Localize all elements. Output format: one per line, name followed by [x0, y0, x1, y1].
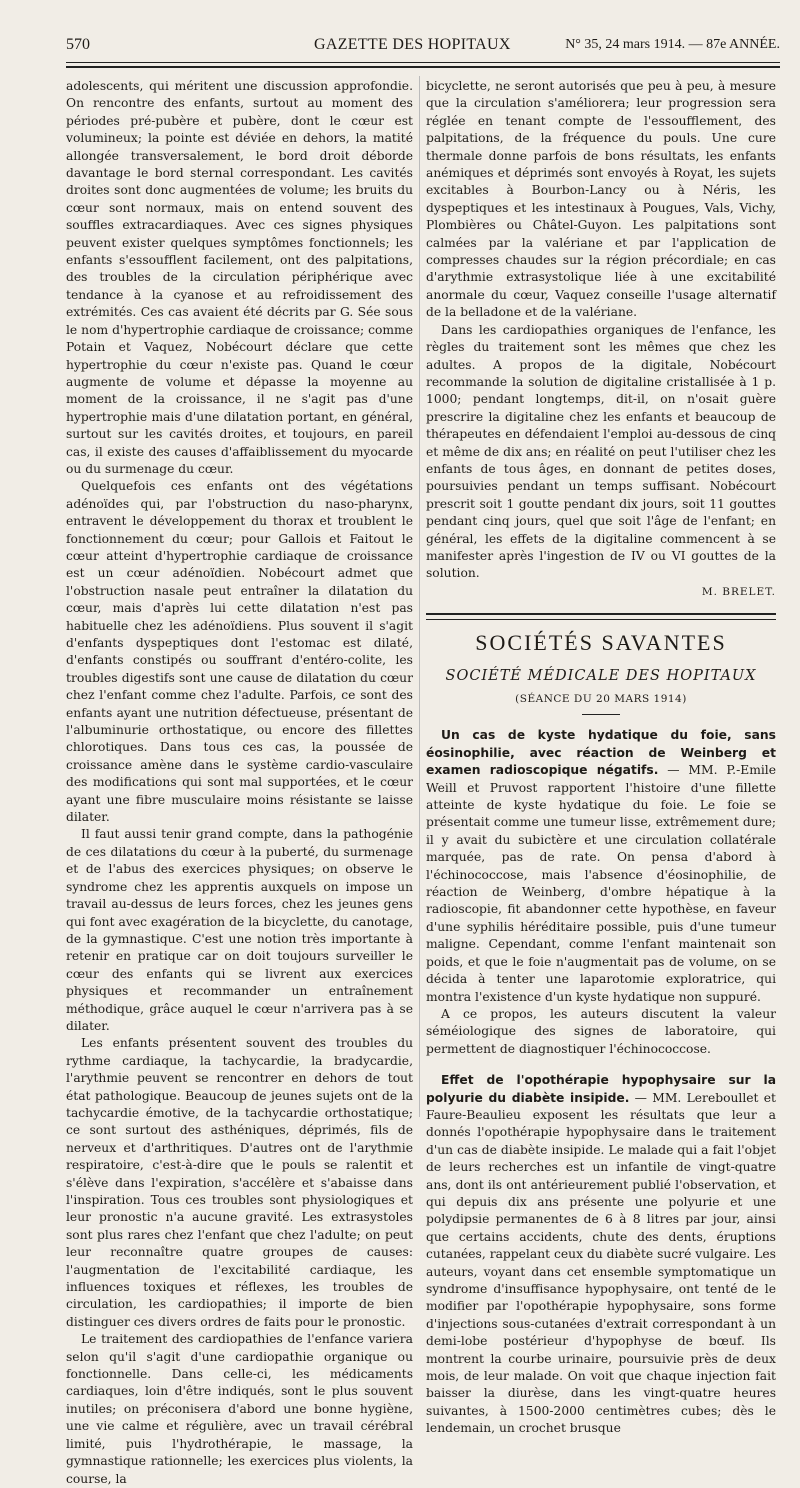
- article-title: Effet de l'opothérapie hypophysaire sur la polyurie du diabète insipide.: [426, 1073, 776, 1105]
- journal-title: GAZETTE DES HOPITAUX: [314, 36, 511, 53]
- short-rule: [582, 714, 620, 715]
- right-column: [426, 78, 776, 1438]
- author-signature: M. BRELET.: [701, 585, 776, 598]
- left-column: [66, 78, 413, 1488]
- paragraph: adolescents, qui méritent une discussion approfondie. On rencontre des enfants, surtout au moment des périodes pré-pubère et pubère, dont le cœur est volumineux; la pointe est déviée en dehors, la matité allongée transversalement, le bord droit déborde davantage le bord sternal correspondant. Les cavités droites sont donc augmentées de volume; les bruits du cœur sont normaux, mais on entend souvent des souffles extracardiaques. Avec ces signes physiques peuvent exister quelques symptômes fonctionnels; les enfants s'essoufflent facilement, ont des palpitations, des troubles de la circulation périphérique avec tendance à la cyanose et au refroidissement des extrémités. Ces cas avaient été décrits par G. Sée sous le nom d'hypertrophie cardiaque de croissance; comme Potain et Vaquez, Nobécourt déclare que cette hypertrophie du cœur n'existe pas. Quand le cœur augmente de volume et dépasse la moyenne au moment de la croissance, il ne s'agit pas d'une hypertrophie mais d'une dilatation portant, en général, surtout sur les cavités droites, et toujours, en pareil cas, il existe des causes d'affaiblissement du myocarde ou du surmenage du cœur.: [66, 79, 413, 476]
- paragraph: Les enfants présentent souvent des troubles du rythme cardiaque, la tachycardie, la bradycardie, l'arythmie peuvent se rencontrer en dehors de tout état pathologique. Beaucoup de jeunes sujets ont de la tachycardie émotive, de la tachycardie orthostatique; ce sont surtout des asthéniques, déprimés, fils de nerveux et d'arthritiques. D'autres ont de l'arythmie respiratoire, c'est-à-dire que le pouls se ralentit et s'élève dans l'expiration, s'accélère et s'abaisse dans l'inspiration. Tous ces troubles sont physiologiques et leur pronostic n'a aucune gravité. Les extrasystoles sont plus rares chez l'enfant que chez l'adulte; on peut leur reconnaître quatre groupes de causes: l'augmentation de l'excitabilité cardiaque, les influences toxiques et réflexes, les troubles de circulation, les cardiopathies; il importe de bien distinguer ces divers ordres de faits pour le pronostic.: [66, 1036, 413, 1329]
- issue-info: N° 35, 24 mars 1914. — 87e ANNÉE.: [565, 37, 780, 52]
- page-number: 570: [66, 36, 90, 53]
- header-rule: [66, 62, 780, 63]
- article-body: — MM. Lereboullet et Faure-Beaulieu exposent les résultats que leur a donnés l'opothérapie hypophysaire dans le traitement d'un cas de diabète insipide. Le malade qui a fait l'objet de leurs recherches est un infantile de vingt-quatre ans, dont ils ont antérieurement publié l'observation, et qui depuis dix ans présente une polyurie et une polydipsie permanentes de 6 à 8 litres par jour, ainsi que certains accidents, chute des dents, éruptions cutanées, rappelant ceux du diabète sucré vulgaire. Les auteurs, voyant dans cet ensemble symptomatique un syndrome d'insuffisance hypophysaire, ont tenté de le modifier par l'opothérapie hypophysaire, sons forme d'injections sous-cutanées d'extrait correspondant à un demi-lobe postérieur d'hypophyse de bœuf. Ils montrent la courbe urinaire, poursuivie près de deux mois, de leur malade. On voit que chaque injection fait baisser la diurèse, dans les vingt-quatre heures suivantes, à 1500-2000 centimètres cubes; dès le lendemain, un crochet brusque: [426, 1090, 776, 1436]
- section-separator: [426, 613, 776, 620]
- paragraph: bicyclette, ne seront autorisés que peu à peu, à mesure que la circulation s'améliorera; leur progression sera réglée en tenant compte de l'essoufflement, des palpitations, de la fréquence du pouls. Une cure thermale donne parfois de bons résultats, les enfants anémiques et déprimés sont envoyés à Royat, les sujets excitables à Bourbon-Lancy ou à Néris, les dyspeptiques et les intestinaux à Pougues, Vals, Vichy, Plombières ou Châtel-Guyon. Les palpitations sont calmées par la valériane et par l'application de compresses chaudes sur la région précordiale; en cas d'arythmie extrasystolique liée à une excitabilité anormale du cœur, Vaquez conseille l'usage alternatif de la belladone et de la valériane.: [426, 79, 776, 320]
- article-kyste: [426, 727, 776, 1006]
- section-title: SOCIÉTÉS SAVANTES: [475, 630, 727, 656]
- session-date: (SÉANCE DU 20 MARS 1914): [515, 693, 687, 705]
- paragraph: Quelquefois ces enfants ont des végétations adénoïdes qui, par l'obstruction du naso-pharynx, entravent le développement du thorax et troublent le fonctionnement du cœur; pour Gallois et Faitout le cœur atteint d'hypertrophie cardiaque de croissance est un cœur adénoïdien. Nobécourt admet que l'obstruction nasale peut entraîner la dilatation du cœur, mais d'après lui cette dilatation n'est pas habituelle chez les adénoïdiens. Plus souvent il s'agit d'enfants dyspeptiques dont l'estomac est dilaté, d'enfants constipés ou souffrant d'entéro-colite, les troubles digestifs sont une cause de dilatation du cœur chez l'enfant comme chez l'adulte. Parfois, ce sont des enfants ayant une nutrition défectueuse, présentant de l'albuminurie orthostatique, ou encore des fillettes chlorotiques. Dans tous ces cas, la poussée de croissance amène dans le système cardio-vasculaire des modifications qui sont mal supportées, et le cœur ayant une fibre musculaire moins résistante se laisse dilater.: [66, 479, 413, 825]
- page-header: [66, 36, 780, 58]
- column-divider: [419, 76, 420, 1117]
- society-title: SOCIÉTÉ MÉDICALE DES HOPITAUX: [445, 667, 757, 684]
- article-title: Un cas de kyste hydatique du foie, sans éosinophilie, avec réaction de Weinberg et examen radioscopique négatifs.: [426, 728, 776, 778]
- paragraph: A ce propos, les auteurs discutent la valeur séméiologique des signes de laboratoire, qui permettent de diagnostiquer l'échinococcose.: [426, 1006, 776, 1056]
- paragraph: Dans les cardiopathies organiques de l'enfance, les règles du traitement sont les mêmes que chez les adultes. A propos de la digitale, Nobécourt recommande la solution de digitaline cristallisée à 1 p. 1000; pendant longtemps, dit-il, on n'osait guère prescrire la digitaline chez les enfants et beaucoup de thérapeutes en défendaient l'emploi au-dessous de cinq et même de dix ans; en réalité on peut l'utiliser chez les enfants de tous âges, en donnant de petites doses, poursuivies pendant un temps suffisant. Nobécourt prescrit soit 1 goutte pendant dix jours, soit 11 gouttes pendant cinq jours, quel que soit l'âge de l'enfant; en général, les effets de la digitaline commencent à se manifester après l'ingestion de IV ou VI gouttes de la solution.: [426, 322, 776, 581]
- paragraph: Il faut aussi tenir grand compte, dans la pathogénie de ces dilatations du cœur à la puberté, du surmenage et de l'abus des exercices physiques; on observe le syndrome chez les apprentis auxquels on impose un travail au-dessus de leurs forces, chez les jeunes gens qui font avec exagération de la bicyclette, du canotage, de la gymnastique. C'est une notion très importante à retenir en pratique car on doit toujours surveiller le cœur des enfants qui se livrent aux exercices physiques et recommander un entraînement méthodique, grâce auquel le cœur n'arrivera pas à se dilater.: [66, 827, 413, 1033]
- paragraph: Le traitement des cardiopathies de l'enfance variera selon qu'il s'agit d'une cardiopathie organique ou fonctionnelle. Dans celle-ci, les médicaments cardiaques, loin d'être indiqués, sont le plus souvent inutiles; on préconisera d'abord une bonne hygiène, une vie calme et régulière, avec un travail cérébral limité, puis l'hydrothérapie, le massage, la gymnastique rationnelle; les exercices plus violents, la course, la: [66, 1332, 413, 1486]
- header-rule-thick: [66, 66, 780, 68]
- article-body: — MM. P.-Emile Weill et Pruvost rapportent l'histoire d'une fillette atteinte de kyste hydatique du foie. Le foie se présentait comme une tumeur lisse, extrêmement dure; il y avait du subictère et une circulation collatérale marquée, pas de rate. On pensa d'abord à l'échinococcose, mais l'absence d'éosinophilie, de réaction de Weinberg, d'ombre hépatique à la radioscopie, fit abandonner cette hypothèse, en faveur d'une syphilis héréditaire possible, puis d'une tumeur maligne. Cependant, comme l'enfant maintenait son poids, et que le foie n'augmentait pas de volume, on se décida à tenter une laparotomie exploratrice, qui montra l'existence d'un kyste hydatique non suppuré.: [426, 763, 776, 1004]
- signature-line: [426, 583, 776, 601]
